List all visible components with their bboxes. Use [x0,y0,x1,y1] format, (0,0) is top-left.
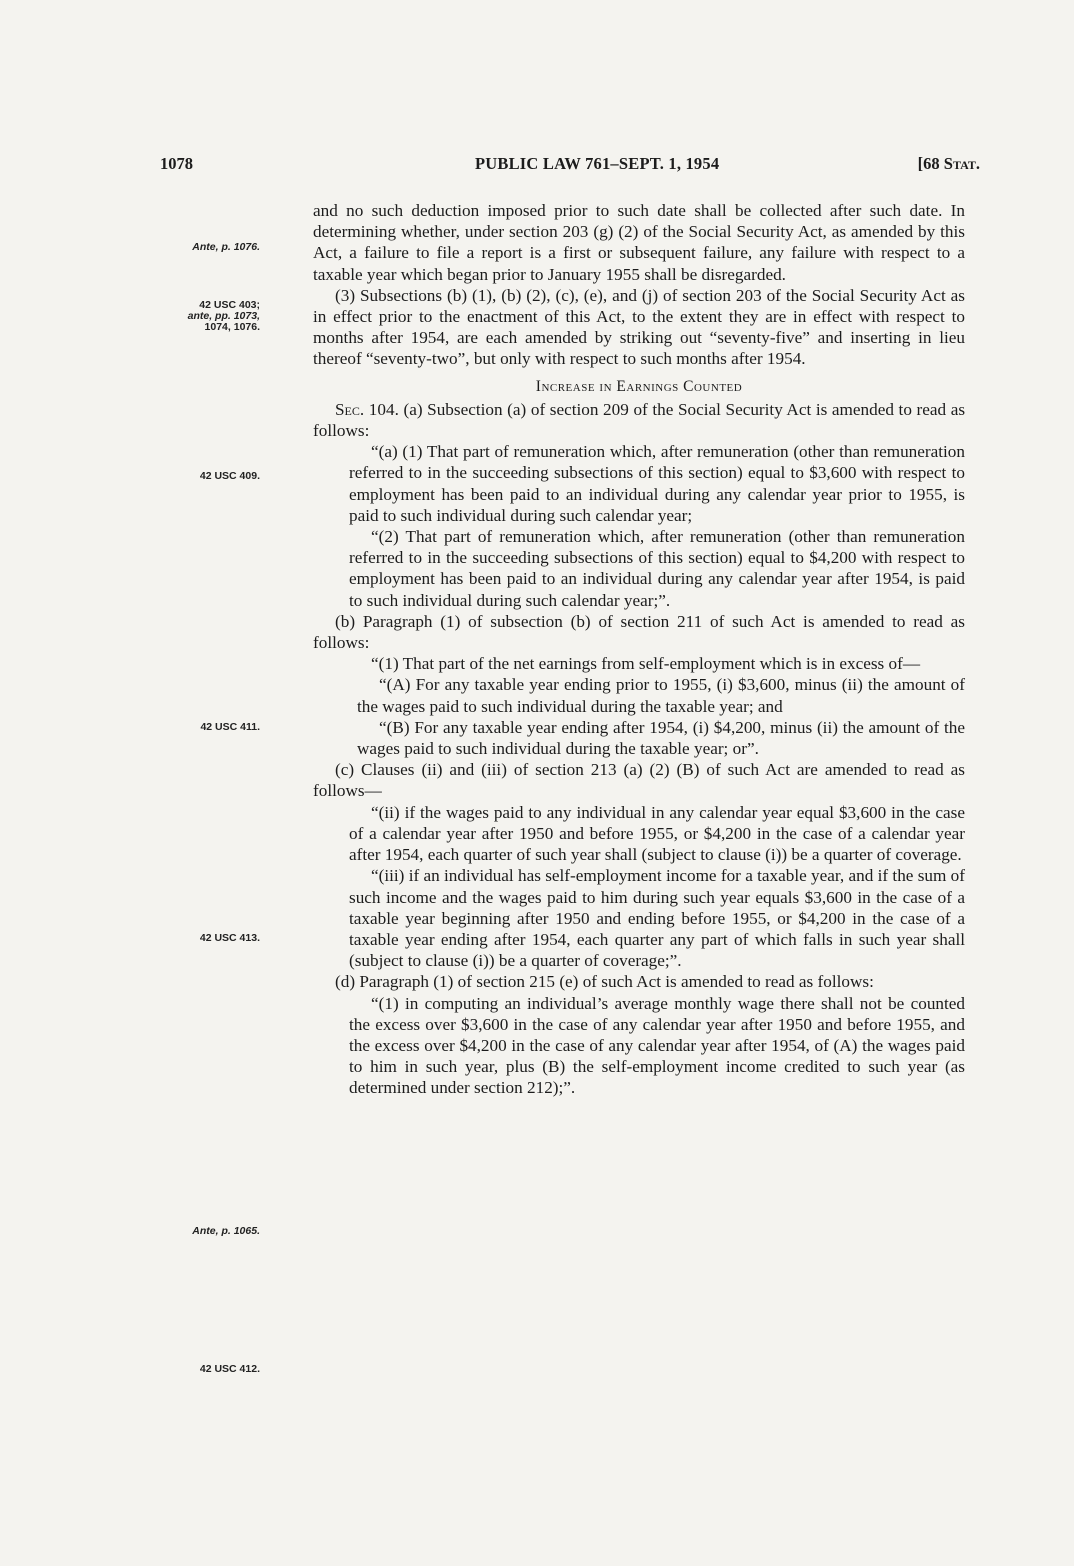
quoted-subparagraph: “(A) For any taxable year ending prior to 1955, (i) $3,600, minus (ii) the amount of the wages paid to such individual during the taxable year; and [357,675,965,716]
section-heading: Increase in Earnings Counted [535,377,743,395]
paragraph: (c) Clauses (ii) and (iii) of section 213 (a) (2) (B) of such Act are amended to read as follows— [313,760,965,801]
margin-note-42usc413: 42 USC 413. [199,932,260,944]
margin-note-ante-1076: Ante, p. 1076. [192,241,260,253]
margin-note-42usc411: 42 USC 411. [200,721,260,733]
running-title: PUBLIC LAW 761–SEPT. 1, 1954 [475,154,720,173]
paragraph: (d) Paragraph (1) of section 215 (e) of such Act is amended to read as follows: [335,972,874,992]
margin-note-42usc403-a: 42 USC 403; [199,299,260,311]
quoted-paragraph: “(ii) if the wages paid to any individual in any calendar year equal $3,600 in the case of a calendar year after 1950 and before 1955, or $4,200 in the case of a calendar year after 1954, each quarter of such year shall (subject to clause (i)) be a quarter of coverage. [349,802,965,865]
paragraph-text: (a) Subsection (a) of section 209 of the Social Security Act is amended to read as follows: [313,399,966,441]
quoted-paragraph: “(a) (1) That part of remuneration which, after remuneration (other than remuneration referred to in the succeeding subsections of this section) equal to $3,600 with respect to employment has been paid to an individual during any calendar year prior to 1955, is paid to such individual during such calendar year; [349,442,965,525]
margin-note-ante-1065: Ante, p. 1065. [192,1225,260,1237]
quoted-paragraph: “(1) That part of the net earnings from self-employment which is in excess of— [371,654,921,674]
quoted-paragraph: “(2) That part of remuneration which, after remuneration (other than remuneration referred to in the succeeding subsections of this section) equal to $4,200 with respect to employment has been paid to an individual during any calendar year after 1954, is paid to such individual during such calendar year;”. [349,527,965,610]
section-label: Sec. 104. [335,399,399,419]
paragraph: (3) Subsections (b) (1), (b) (2), (c), (e), and (j) of section 203 of the Social Security Act as in effect prior to the enactment of this Act, to the extent they are in effect with respect to months after 1954, are each amended by striking out “seventy-five” and inserting in lieu thereof “seventy-two”, but only with respect to such months after 1954. [313,285,965,369]
statute-reference: [68 Stat. [917,154,980,173]
page-number: 1078 [160,154,193,173]
margin-note-42usc403-b: ante, pp. 1073, [187,310,260,322]
quoted-paragraph: “(iii) if an individual has self-employment income for a taxable year, and if the sum of such income and the wages paid to him during such year equals $3,600 in the case of a taxable year beginning after 1950 and ending before 1955, or $4,200 in the case of a taxable year ending after 1954, each quarter any part of which falls in such year shall (subject to clause (i)) be a quarter of coverage;”. [349,866,965,971]
quoted-paragraph: “(1) in computing an individual’s average monthly wage there shall not be counted the excess over $3,600 in the case of any calendar year after 1950 and before 1955, and the excess over $4,200 in the case of any calendar year after 1954, of (A) the wages paid to him in such year, plus (B) the self-employment income credited to such year (as determined under section 212);”. [349,993,965,1098]
paragraph: and no such deduction imposed prior to such date shall be collected after such date. In determining whether, under section 203 (g) (2) of the Social Security Act, as amended by this Act, a failure to file a report is a first or subsequent failure, any failure with respect to a taxable year which began prior to January 1955 shall be disregarded. [313,201,965,284]
margin-note-42usc403-c: 1074, 1076. [204,321,260,333]
paragraph: (b) Paragraph (1) of subsection (b) of section 211 of such Act is amended to read as follows: [313,611,965,653]
margin-note-42usc412: 42 USC 412. [199,1363,260,1375]
quoted-subparagraph: “(B) For any taxable year ending after 1954, (i) $4,200, minus (ii) the amount of the wages paid to such individual during the taxable year; or”. [357,717,965,759]
page-header [160,154,980,180]
margin-note-42usc409: 42 USC 409. [199,470,260,482]
body-text [313,200,965,1099]
paragraph [313,399,965,441]
